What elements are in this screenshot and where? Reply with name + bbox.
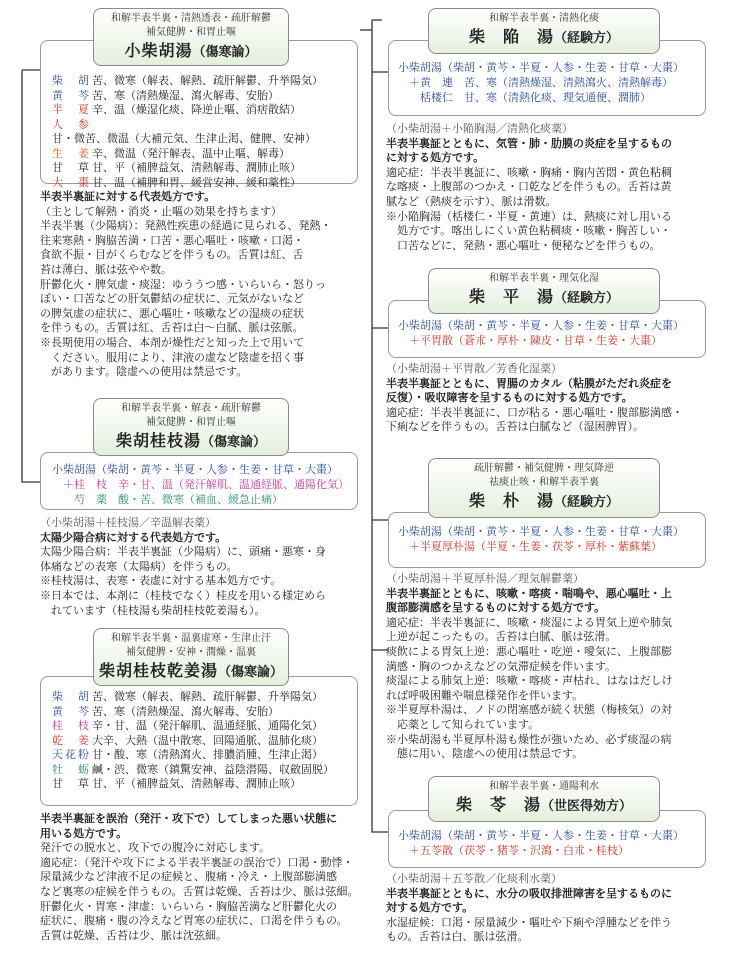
- herb-row: 甘 草甘、平（補脾益気、清熱解毒、潤肺止咳）: [52, 161, 301, 174]
- herb-row: 柴 胡苦、微寒（解表、解熱、疏肝解鬱、升挙陽気）: [52, 74, 323, 87]
- saireito-formula: 小柴胡湯（柴胡・黄芩・半夏・人参・生姜・甘草・大棗） ＋五苓散（茯苓・猪苓・沢瀉・白朮・桂枝）: [398, 829, 684, 857]
- formula-title: 柴 平 湯（経験方）: [468, 287, 620, 306]
- saikokeishikankyoto-description: 半表半裏証を誤治（発汗・攻下で）してしまった悪い状態に 用いる処方です。 発汗での脱水と、攻下での腹冷に対応します。 適応症：（発汗や攻下による半表半裏証の誤治で）口渇・動悸・ 尿量減少など津液不足の症候と、腹痛・冷え・上腹部膨満感 など裏寒の症候を伴うもの。舌質は乾燥、舌苔は少、脈は弦細。 肝鬱化火・胃寒・津虚：いらいら・胸脇苦満など肝鬱化火の 症状に、腹痛・腹の冷えなど胃寒の症状に、口渇を伴うもの。 舌質は乾燥、舌苔は少、脈は沈弦細。: [40, 812, 359, 942]
- herb-row: 牡 蛎鹹・渋、微寒（鎮驚安神、益陰潜陽、収斂固脱）: [52, 762, 334, 776]
- herb-row: 人 参甘・微苦、微温（大補元気、生津止渇、健脾、安神）: [52, 117, 316, 145]
- saikokeishito-header: [93, 398, 289, 456]
- saiheito-header: [428, 268, 660, 314]
- herb-list: [52, 690, 352, 792]
- herb-row: 黄 芩苦、寒（清熱燥湿、瀉火解毒、安胎）: [52, 88, 279, 102]
- header-subtitle: 補気健脾・安神・潤燥・温裏: [126, 647, 256, 658]
- header-subtitle: 補気健脾・和胃止嘔: [146, 417, 236, 428]
- header-subtitle: 和解半表半裏・解表・疏肝解鬱: [121, 403, 261, 414]
- saikokeishito-formula: 小柴胡湯（柴胡・黄芩・半夏・人参・生姜・甘草・大棗） ＋桂 枝 辛・甘、温（発汗解肌、温通経脈、通陽化気） 芍 薬 酸・苦、微寒（補血、緩急止痛）: [52, 463, 349, 506]
- saibokuto-description: （小柴胡湯＋半夏厚朴湯／理気解鬱薬） 半表半裏証とともに、咳嗽・喀痰・喘鳴や、悪心嘔吐・上 腹部膨満感を呈するものに対する処方です。 適応症：半表半裏証に、咳嗽・痰湿による胃気上逆や肺気 上逆が起こったもの。舌苔は白膩、脈は弦滑。 痰飲による胃気上逆：悪心嘔吐・吃逆・噯気に、上腹部膨 満感・胸のつかえなどの気滞症候を伴います。 痰湿による肺気上逆：咳嗽・喀痰・声枯れ、はなはだしけ れば呼吸困難や喘息様発作を伴います。 ※半夏厚朴湯は、ノドの閉塞感が続く状態（梅核気）の対 応薬として知られています。 ※小柴胡湯も半夏厚朴湯も燥性が強いため、必ず痰湿の病 態に用い、陰虚への使用は禁忌です。: [386, 572, 673, 761]
- header-subtitle: 和解半表半裏・理気化湿: [489, 273, 599, 284]
- saibokuto-header: [428, 458, 660, 518]
- herb-row: 半 夏辛、温（燥湿化痰、降逆止嘔、消痞散結）: [52, 103, 301, 116]
- herb-list: [52, 74, 352, 190]
- saiheito-description: （小柴胡湯＋平胃散／芳香化湿薬） 半表半裏証とともに、胃腸のカタル（粘膜がただれ炎症を 反復）・吸収障害を呈するものに対する処方です。 適応症：半表半裏証に、口が粘る・悪心嘔吐・腹部膨満感・ 下痢などを伴うもの。舌苔は白膩など（湿困脾胃）。: [386, 362, 683, 434]
- header-subtitle: 和解半表半裏・温裏虚寒・生津止汗: [111, 633, 271, 644]
- herb-row: 生 姜辛、微温（発汗解表、温中止嘔、解毒）: [52, 146, 290, 160]
- herb-row: 黄 芩苦、寒（清熱燥湿、瀉火解毒、安胎）: [52, 704, 279, 718]
- formula-title: 柴胡桂枝乾姜湯（傷寒論）: [98, 661, 284, 680]
- herb-row: 乾 姜大辛、大熱（温中散寒、回陽通脈、温肺化痰）: [52, 733, 323, 747]
- formula-title: 小柴胡湯（傷寒論）: [124, 41, 258, 60]
- header-subtitle: 祛痰止咳・和解半表半裏: [489, 477, 599, 488]
- formula-title: 柴 朴 湯（経験方）: [468, 491, 620, 510]
- saireito-header: [428, 776, 660, 822]
- formula-title: 柴 陥 湯（経験方）: [468, 27, 620, 46]
- saireito-description: （小柴胡湯＋五苓散／化痰利水薬） 半表半裏証とともに、水分の吸収排泄障害を呈するものに 対する処方です。 水湿症候：口渇・尿量減少・嘔吐や下痢や浮腫などを伴う もの。舌苔は白、脈は弦滑。: [386, 872, 672, 944]
- formula-title: 柴胡桂枝湯（傷寒論）: [115, 431, 267, 450]
- header-subtitle: 疏肝解鬱・補気健脾・理気降逆: [474, 463, 614, 474]
- header-subtitle: 和解半表半裏・清熱化痰: [489, 13, 599, 24]
- saikanto-formula: 小柴胡湯（柴胡・黄芩・半夏・人参・生姜・甘草・大棗） ＋黄 連 苦、寒（清熱燥湿、清熱瀉火、清熱解毒） 栝楼仁 甘、寒（清熱化痰、理気通便、潤肺）: [398, 61, 684, 104]
- formula-title: 柴 苓 湯（世医得効方）: [455, 795, 633, 814]
- herb-row: 大 棗甘、温（補脾和胃、緩営安神、緩和薬性）: [52, 175, 301, 189]
- saibokuto-formula: 小柴胡湯（柴胡・黄芩・半夏・人参・生姜・甘草・大棗） ＋半夏厚朴湯（半夏・生姜・茯苓・厚朴・紫蘇葉）: [398, 525, 684, 553]
- shosaikoto-header: [93, 8, 289, 66]
- header-subtitle: 和解半表半裏・清熱透表・疏肝解鬱: [111, 13, 271, 24]
- saikanto-header: [428, 8, 660, 54]
- herb-row: 桂 枝辛・甘、温（発汗解肌、温通経脈、通陽化気）: [52, 719, 323, 732]
- saikanto-description: （小柴胡湯＋小陥胸湯／清熱化痰薬） 半表半裏証とともに、気管・肺・肋膜の炎症を呈するもの に対する処方です。 適応症：半表半裏証に、咳嗽・胸痛・胸内苦悶・黄色粘稠 な喀痰・上腹部のつかえ・口乾などを伴うもの。舌苔は黄 膩など（熱痰を示す）、脈は滑数。 ※小陥胸湯（栝楼仁・半夏・黄連）は、熱痰に対し用いる 処方です。喀出しにくい黄色粘稠痰・咳嗽・胸苦しい・ 口苦などに、発熱・悪心嘔吐・便秘などを伴うもの。: [386, 122, 672, 252]
- herb-row: 天花粉甘・酸、寒（清熱瀉火、排膿消腫、生津止渇）: [52, 748, 323, 761]
- saiheito-formula: 小柴胡湯（柴胡・黄芩・半夏・人参・生姜・甘草・大棗） ＋平胃散（蒼朮・厚朴・陳皮・甘草・生姜・大棗）: [398, 319, 684, 347]
- header-subtitle: 補気健脾・和胃止嘔: [146, 27, 236, 38]
- saikokeishito-description: （小柴胡湯＋桂枝湯／辛温解表薬） 太陽少陽合病に対する代表処方です。 太陽少陽合病：半表半裏証（少陽病）に、頭痛・悪寒・身 体痛などの表寒（太陽病）を伴うもの。 ※桂枝湯は、表寒・表虚に対する基本処方です。 ※日本では、本剤に（桂枝でなく）桂皮を用いる様定めら れています（桂枝湯も柴胡桂枝乾姜湯も）。: [40, 516, 326, 617]
- herb-row: 甘 草甘、平（補脾益気、清熱解毒、潤肺止咳）: [52, 777, 301, 790]
- header-subtitle: 和解半表半裏・通陽利水: [489, 781, 599, 792]
- herb-row: 柴 胡苦、微寒（解表、解熱、疏肝解鬱、升挙陽気）: [52, 690, 323, 703]
- shosaikoto-description: 半表半裏証に対する代表処方です。 （主として解熱・消炎・止嘔の効果を持ちます） 半表半裏（少陽病）：発熱性疾患の経過に見られる、発熱・ 往来寒熱・胸脇苦満・口苦・悪心嘔吐・咳嗽・口渇・ 食欲不振・目がくらむなどを伴うもの。舌質は紅、舌 苔は薄白、脈は弦やや数。 肝鬱化火・脾気虚・痰湿：ゆううつ感・いらいら・怒りっ ぽい・口苦などの肝気鬱結の症状に、元気がないなど の脾気虚の症状に、悪心嘔吐・咳嗽などの湿痰の症状 を伴うもの。舌質は紅、舌苔は白～白膩、脈は弦脈。 ※長期使用の場合、本剤が燥性だと知った上で用いて ください。服用により、津液の虚など陰虚を招く事 があります。陰虚への使用は禁忌です。: [40, 190, 332, 379]
- saikokeishikankyoto-header: [93, 628, 289, 686]
